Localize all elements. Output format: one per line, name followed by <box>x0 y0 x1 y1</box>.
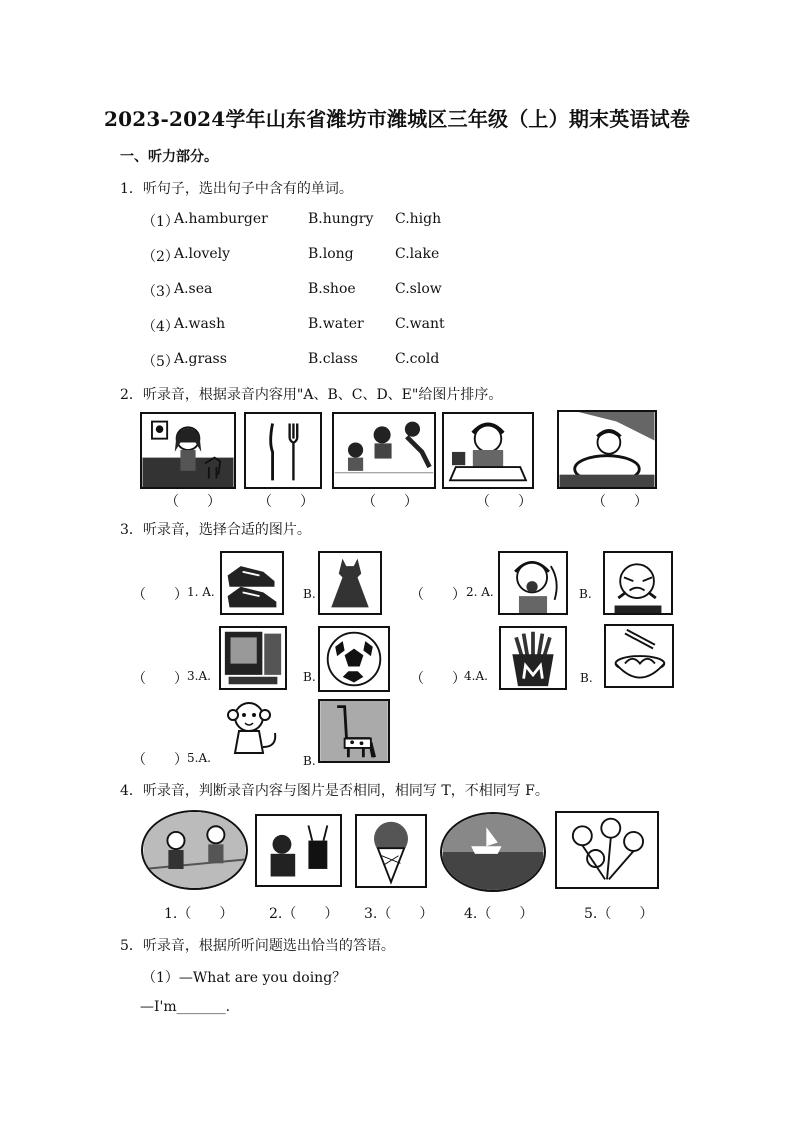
option-b-label: B. <box>303 670 316 684</box>
ice-cream-icon <box>355 814 427 888</box>
item-number: 5.A. <box>187 751 211 765</box>
option-b: B.long <box>308 246 354 262</box>
sea-boat-icon <box>440 812 546 892</box>
page-title: 2023-2024学年山东省潍坊市潍城区三年级（上）期末英语试卷 <box>103 107 691 131</box>
option-b-label: B. <box>303 587 316 601</box>
option-a: A.sea <box>174 281 213 297</box>
item-number: 4.A. <box>464 669 488 683</box>
answer-blank[interactable]: （ ） <box>592 494 648 510</box>
answer-blank[interactable]: （ ） <box>132 752 188 768</box>
option-a: A.hamburger <box>174 211 268 227</box>
question-5-stem: 5．听录音，根据所听问题选出恰当的答语。 <box>120 938 395 954</box>
answer-blank[interactable]: 5.（ ） <box>584 906 654 922</box>
french-fries-icon <box>499 626 567 690</box>
option-b-label: B. <box>580 671 593 685</box>
man-driving-icon <box>557 410 657 489</box>
answer-blank[interactable]: （ ） <box>410 587 466 603</box>
answer-blank[interactable]: （ ） <box>410 671 466 687</box>
option-c: C.high <box>395 211 442 227</box>
option-number: （1） <box>142 214 179 230</box>
girl-watching-tv-icon <box>255 814 342 887</box>
answer-blank[interactable]: （ ） <box>362 494 418 510</box>
option-a: A.lovely <box>174 246 231 262</box>
flowers-icon <box>555 811 659 889</box>
answer-blank[interactable]: （ ） <box>165 494 221 510</box>
option-c: C.slow <box>395 281 442 297</box>
question-4-stem: 4．听录音，判断录音内容与图片是否相同，相同写 T，不相同写 F。 <box>120 783 549 799</box>
option-number: （5） <box>142 354 179 370</box>
option-number: （2） <box>142 249 179 265</box>
item-number: 2. A. <box>466 585 494 599</box>
computer-icon <box>219 626 287 690</box>
option-b-label: B. <box>303 754 316 768</box>
child-eating-icon <box>498 551 568 615</box>
option-b: B.hungry <box>308 211 374 227</box>
option-c: C.want <box>395 316 445 332</box>
girl-with-dog-icon <box>140 412 236 489</box>
answer-blank[interactable]: 3.（ ） <box>364 906 434 922</box>
option-b: B.water <box>308 316 364 332</box>
child-crying-icon <box>603 551 673 615</box>
answer-blank[interactable]: （ ） <box>132 587 188 603</box>
knife-fork-icon <box>244 412 322 489</box>
noodles-icon <box>604 624 674 688</box>
giraffe-icon <box>318 699 390 763</box>
option-a: A.grass <box>174 351 227 367</box>
children-playing-icon <box>332 412 436 489</box>
option-number: （3） <box>142 284 179 300</box>
section-heading: 一、听力部分。 <box>120 149 218 165</box>
answer-blank[interactable]: （ ） <box>132 671 188 687</box>
question-1-stem: 1．听句子，选出句子中含有的单词。 <box>120 181 353 197</box>
question-3-stem: 3．听录音，选择合适的图片。 <box>120 522 311 538</box>
children-walking-icon <box>141 810 248 890</box>
option-c: C.lake <box>395 246 440 262</box>
option-c: C.cold <box>395 351 440 367</box>
monkey-icon <box>219 697 285 759</box>
option-a: A.wash <box>174 316 226 332</box>
option-number: （4） <box>142 319 179 335</box>
item-number: 1. A. <box>187 585 215 599</box>
answer-blank[interactable]: 2.（ ） <box>269 906 339 922</box>
dialogue-answer: —I'm_______. <box>140 999 231 1015</box>
answer-blank[interactable]: （ ） <box>476 494 532 510</box>
answer-blank[interactable]: （ ） <box>258 494 314 510</box>
item-number: 3.A. <box>187 669 211 683</box>
man-reading-icon <box>442 412 534 489</box>
shoes-icon <box>220 551 284 615</box>
answer-blank[interactable]: 4.（ ） <box>464 906 534 922</box>
soccer-ball-icon <box>318 626 390 692</box>
question-2-stem: 2．听录音，根据录音内容用"A、B、C、D、E"给图片排序。 <box>120 387 503 403</box>
option-b: B.shoe <box>308 281 356 297</box>
dialogue-question: （1）—What are you doing？ <box>142 970 347 986</box>
option-b-label: B. <box>579 587 592 601</box>
dress-icon <box>318 551 382 615</box>
option-b: B.class <box>308 351 358 367</box>
answer-blank[interactable]: 1.（ ） <box>164 906 234 922</box>
